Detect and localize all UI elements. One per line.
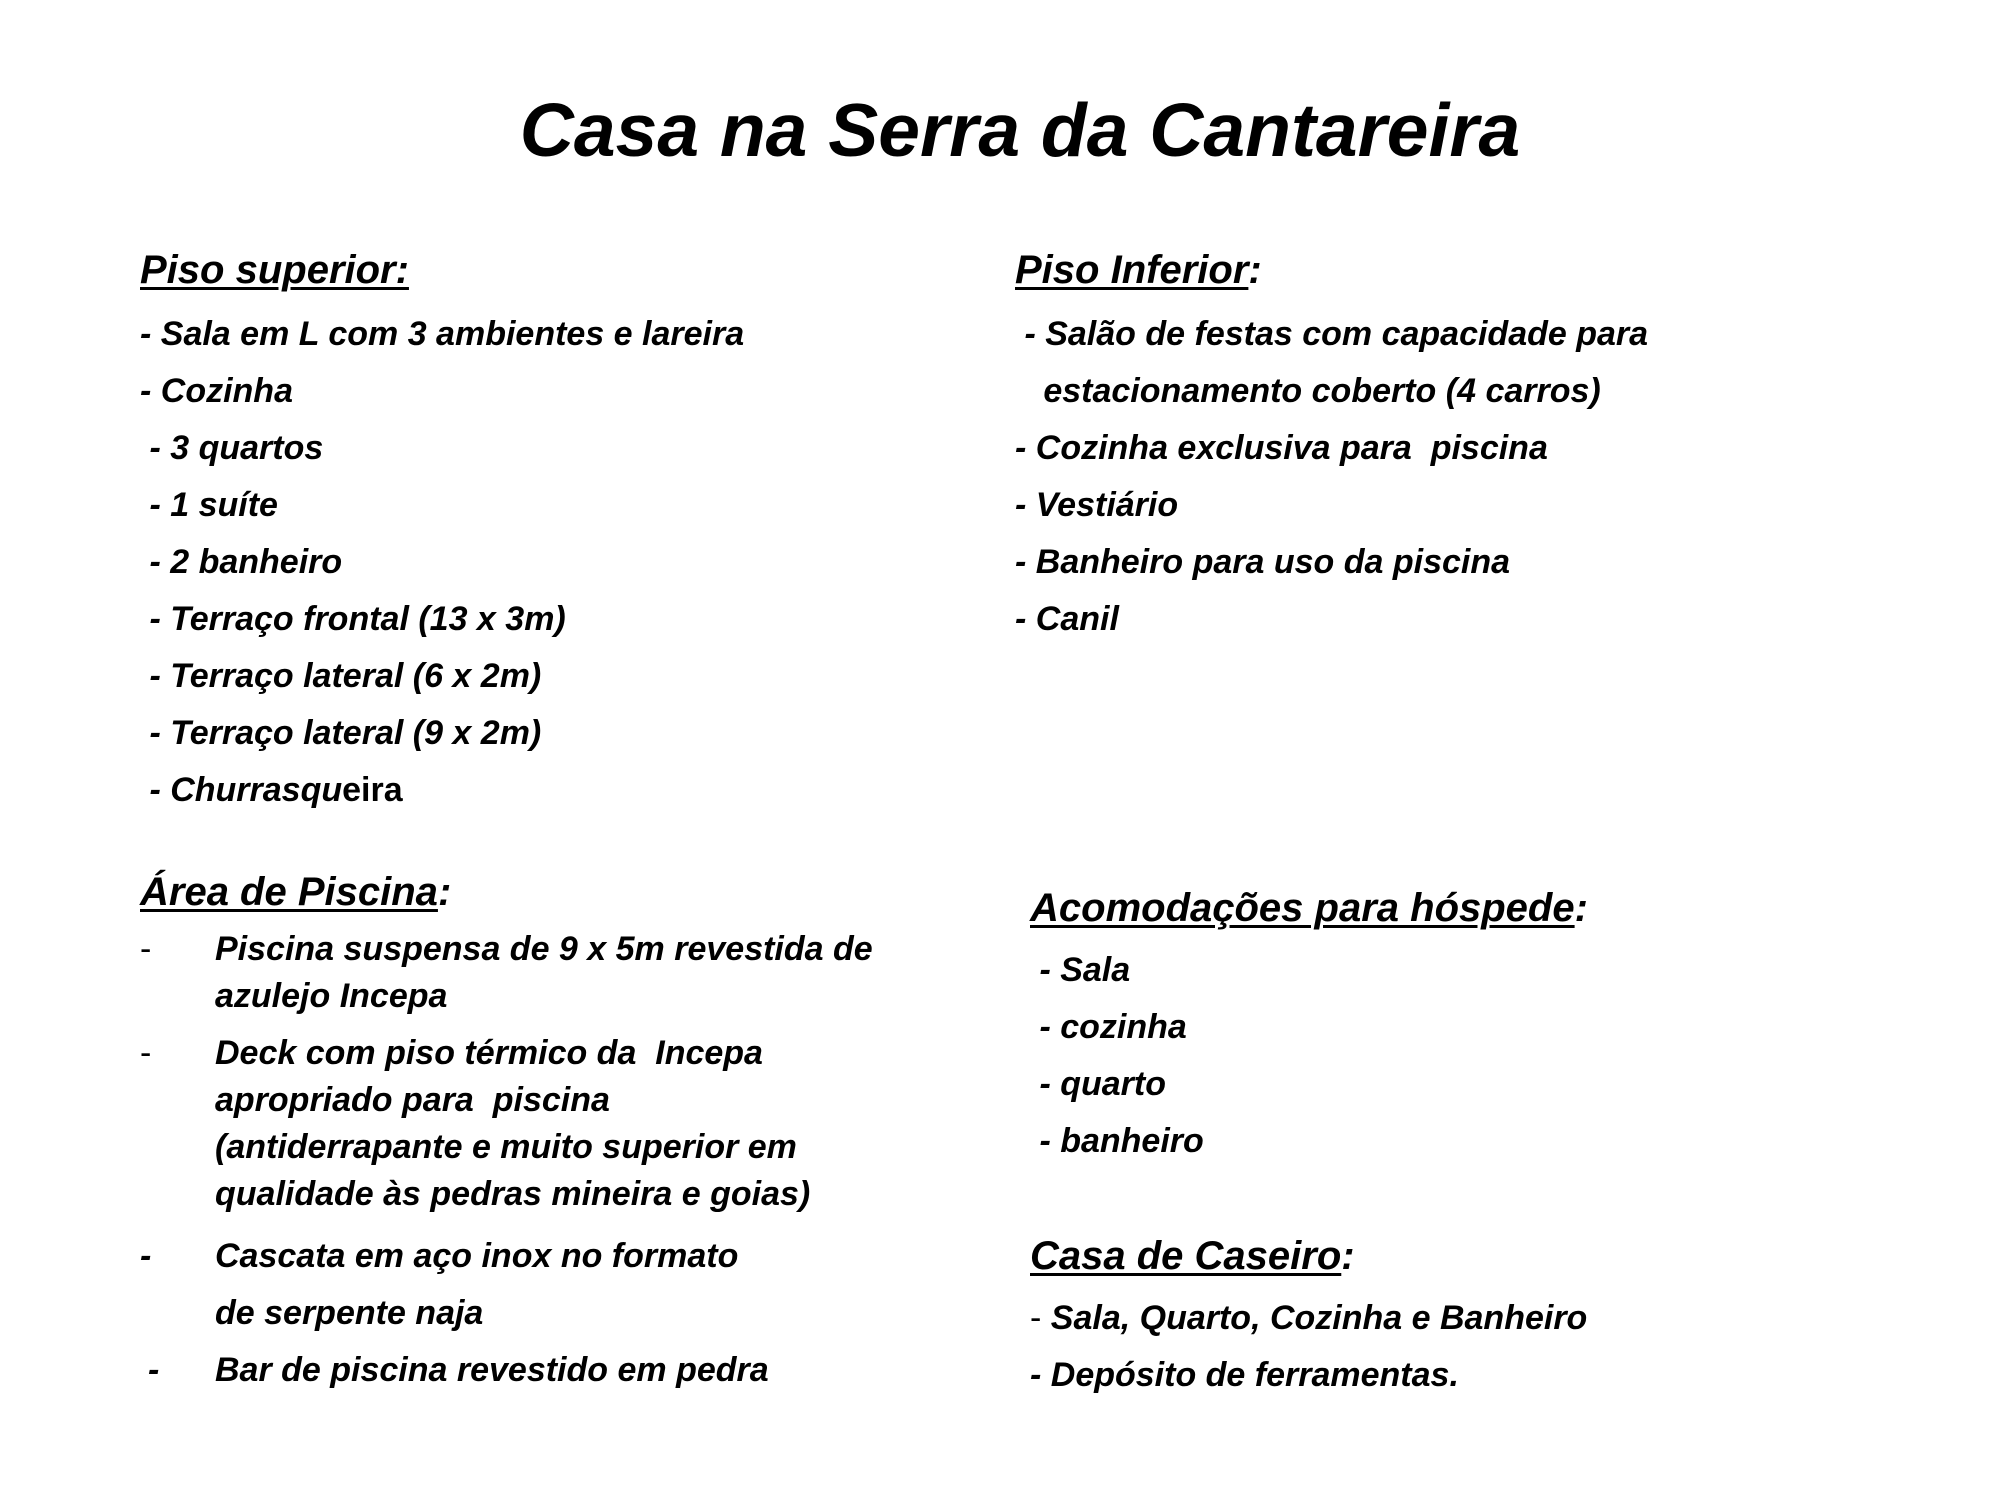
list-item-italic-part: - Churrasqu [140, 771, 343, 809]
bullet-dash: - [1030, 1299, 1051, 1337]
section-piso-inferior [1015, 244, 1648, 648]
list-item [140, 762, 744, 819]
list-item: - Canil [1015, 600, 1119, 638]
list-item: - Banheiro para uso da piscina [1015, 543, 1511, 581]
list-item: - Terraço frontal (13 x 3m) [140, 600, 566, 638]
list-item: - Terraço lateral (9 x 2m) [140, 714, 542, 752]
list-item [140, 926, 895, 1020]
section-heading: Piso superior: [140, 248, 409, 292]
section-heading: Acomodações para hóspede: [1030, 886, 1588, 930]
pool-feature-list [140, 926, 895, 1399]
list-item-text: Deck com piso térmico da Incepa apropriado para piscina (antiderrapante e muito superior em qualidade às pedras mineira e goias) [215, 1034, 811, 1213]
page-title: Casa na Serra da Cantareira [519, 88, 1521, 172]
list-item [140, 1342, 895, 1399]
list-item-text: Bar de piscina revestido em pedra [215, 1351, 769, 1389]
list-item: estacionamento coberto (4 carros) [1015, 372, 1601, 410]
list-item: - Salão de festas com capacidade para [1015, 315, 1649, 353]
section-area-piscina [140, 866, 895, 1409]
list-item: - cozinha [1030, 1008, 1187, 1046]
list-item [140, 1030, 895, 1218]
section-heading: Casa de Caseiro: [1030, 1234, 1355, 1278]
section-casa-caseiro [1030, 1230, 1587, 1404]
list-item: - banheiro [1030, 1122, 1204, 1160]
bullet-dash: - [140, 1034, 152, 1072]
list-item: - Sala [1030, 951, 1131, 989]
list-item: - 2 banheiro [140, 543, 343, 581]
section-heading: Piso Inferior: [1015, 248, 1262, 292]
list-item: - Depósito de ferramentas. [1030, 1356, 1459, 1394]
list-item: - Sala em L com 3 ambientes e lareira [140, 315, 745, 353]
bullet-dash: - [140, 930, 152, 968]
list-item: - Cozinha exclusiva para piscina [1015, 429, 1548, 467]
list-item: - quarto [1030, 1065, 1166, 1103]
section-acomodacoes [1030, 882, 1588, 1170]
section-heading: Área de Piscina: [140, 870, 452, 914]
list-item [140, 1228, 895, 1342]
list-item: - Terraço lateral (6 x 2m) [140, 657, 542, 695]
list-item: - 1 suíte [140, 486, 278, 524]
list-item [1030, 1290, 1587, 1347]
list-item: - 3 quartos [140, 429, 324, 467]
list-item: - Vestiário [1015, 486, 1179, 524]
bullet-dash: - [148, 1351, 160, 1389]
list-item: - Cozinha [140, 372, 293, 410]
list-item-text: Cascata em aço inox no formato de serpente naja [215, 1237, 739, 1332]
list-item-text: Piscina suspensa de 9 x 5m revestida de azulejo Incepa [215, 930, 873, 1015]
section-piso-superior [140, 244, 744, 819]
list-item-plain-part: eira [342, 771, 403, 809]
list-item-text: Sala, Quarto, Cozinha e Banheiro [1050, 1299, 1588, 1337]
bullet-dash: - [140, 1237, 152, 1275]
